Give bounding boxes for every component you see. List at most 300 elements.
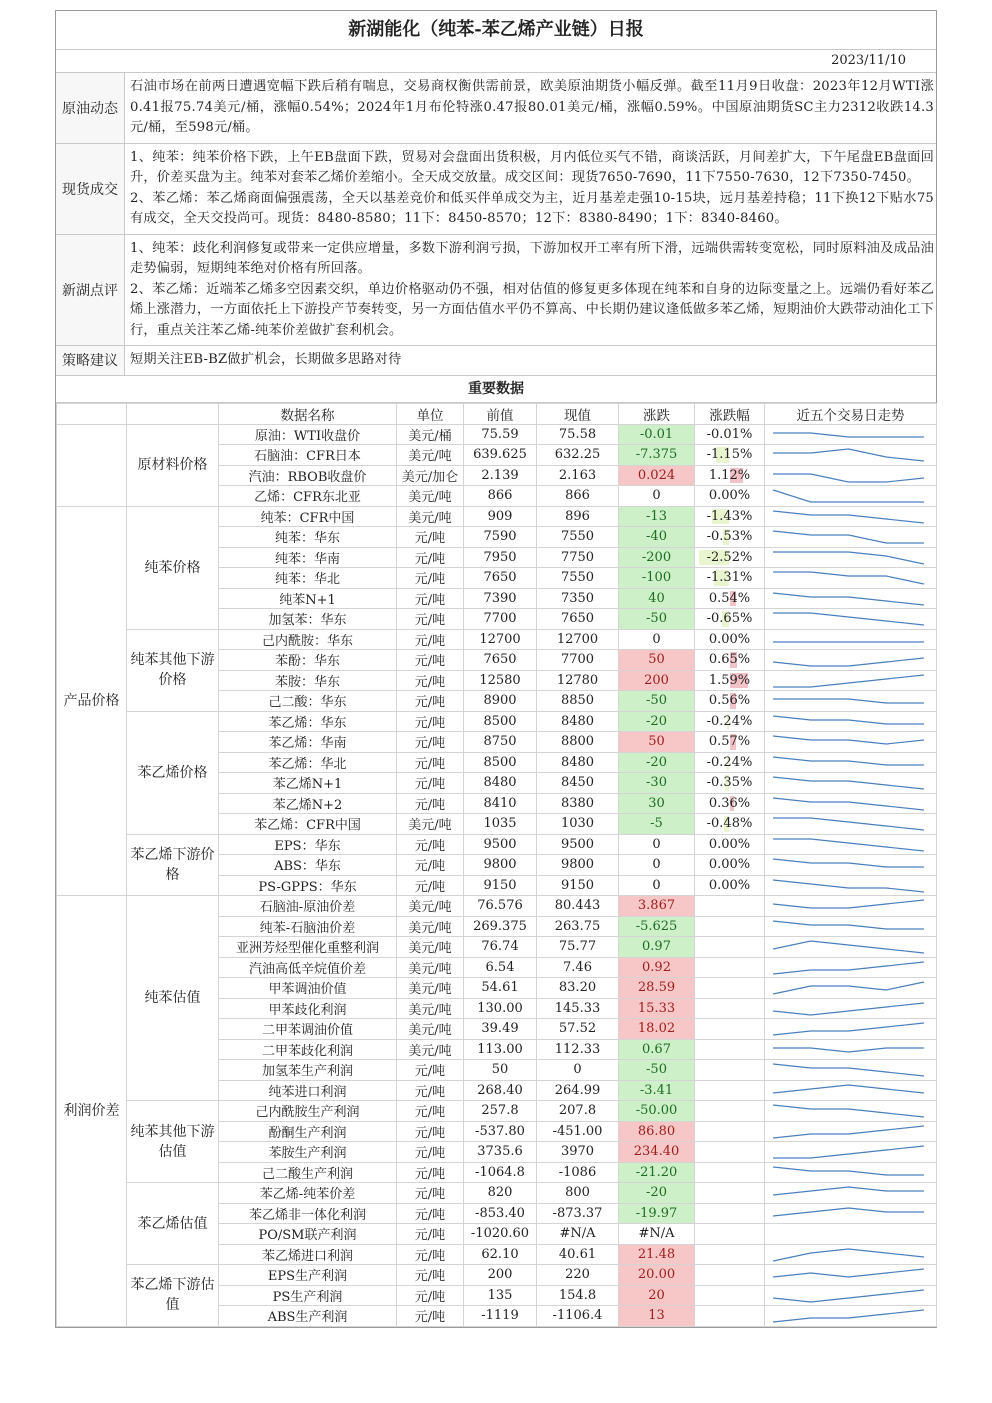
sparkline bbox=[765, 507, 936, 526]
section-row bbox=[56, 235, 936, 347]
cell-curr: 9800 bbox=[537, 855, 619, 876]
cell-trend bbox=[765, 752, 937, 773]
cell-change: -50 bbox=[619, 691, 695, 712]
change-pct-value: -0.65% bbox=[706, 611, 753, 627]
cell-trend bbox=[765, 650, 937, 671]
cell-name: 苯乙烯-纯苯价差 bbox=[219, 1183, 397, 1204]
cell-name: 纯苯N+1 bbox=[219, 588, 397, 609]
cell-change: #N/A bbox=[619, 1224, 695, 1245]
cell-name: 酚酮生产利润 bbox=[219, 1121, 397, 1142]
cell-trend bbox=[765, 896, 937, 917]
cell-change: 30 bbox=[619, 793, 695, 814]
cell-change: 0 bbox=[619, 855, 695, 876]
change-pct-value: 0.56% bbox=[708, 693, 751, 709]
cell-unit: 元/吨 bbox=[397, 527, 464, 548]
cell-unit: 美元/吨 bbox=[397, 1019, 464, 1040]
cell-name: 石脑油：CFR日本 bbox=[219, 445, 397, 466]
cell-name: ABS：华东 bbox=[219, 855, 397, 876]
sparkline-line bbox=[773, 818, 924, 830]
cell-change: -50.00 bbox=[619, 1101, 695, 1122]
cell-unit: 元/吨 bbox=[397, 1060, 464, 1081]
cell-name: 纯苯进口利润 bbox=[219, 1080, 397, 1101]
cell-change-pct bbox=[695, 1019, 765, 1040]
sparkline bbox=[765, 712, 936, 731]
cell-prev: 39.49 bbox=[464, 1019, 537, 1040]
cell-change: 20.00 bbox=[619, 1265, 695, 1286]
cell-trend bbox=[765, 1101, 937, 1122]
subgroup-label: 纯苯其他下游价格 bbox=[127, 629, 219, 711]
cell-name: 纯苯：CFR中国 bbox=[219, 506, 397, 527]
cell-curr: 12700 bbox=[537, 629, 619, 650]
cell-change-pct bbox=[695, 752, 765, 773]
cell-curr: 9500 bbox=[537, 834, 619, 855]
table-row bbox=[57, 506, 937, 527]
report-date: 2023/11/10 bbox=[56, 50, 936, 73]
cell-prev: 75.59 bbox=[464, 424, 537, 445]
section-text bbox=[125, 73, 936, 143]
cell-change: 15.33 bbox=[619, 998, 695, 1019]
cell-prev: 8500 bbox=[464, 752, 537, 773]
cell-prev: 50 bbox=[464, 1060, 537, 1081]
cell-curr: 207.8 bbox=[537, 1101, 619, 1122]
cell-prev: 9500 bbox=[464, 834, 537, 855]
cell-curr: 7650 bbox=[537, 609, 619, 630]
cell-unit: 元/吨 bbox=[397, 547, 464, 568]
cell-curr: 263.75 bbox=[537, 916, 619, 937]
cell-unit: 美元/加仑 bbox=[397, 465, 464, 486]
cell-change-pct bbox=[695, 1265, 765, 1286]
cell-trend bbox=[765, 1285, 937, 1306]
sparkline-line bbox=[773, 531, 924, 543]
report-title: 新湖能化（纯苯-苯乙烯产业链）日报 bbox=[56, 11, 936, 50]
table-row bbox=[57, 1101, 937, 1122]
cell-change: 0 bbox=[619, 834, 695, 855]
sparkline-line bbox=[773, 1085, 924, 1093]
cell-unit: 美元/吨 bbox=[397, 896, 464, 917]
cell-change-pct bbox=[695, 916, 765, 937]
cell-name: 原油：WTI收盘价 bbox=[219, 424, 397, 445]
cell-prev: 8500 bbox=[464, 711, 537, 732]
cell-change: 13 bbox=[619, 1306, 695, 1327]
data-table-body bbox=[57, 403, 937, 1326]
cell-change: 0.024 bbox=[619, 465, 695, 486]
cell-curr: 8850 bbox=[537, 691, 619, 712]
cell-change: -20 bbox=[619, 1183, 695, 1204]
cell-curr: 2.163 bbox=[537, 465, 619, 486]
cell-trend bbox=[765, 547, 937, 568]
cell-trend bbox=[765, 1306, 937, 1327]
subgroup-label: 苯乙烯估值 bbox=[127, 1183, 219, 1265]
cell-change: 0.97 bbox=[619, 937, 695, 958]
cell-prev: 639.625 bbox=[464, 445, 537, 466]
cell-change: 50 bbox=[619, 732, 695, 753]
sparkline bbox=[765, 691, 936, 710]
subgroup-label: 纯苯估值 bbox=[127, 896, 219, 1101]
cell-curr: 9150 bbox=[537, 875, 619, 896]
cell-change: 3.867 bbox=[619, 896, 695, 917]
cell-curr: 632.25 bbox=[537, 445, 619, 466]
cell-name: 苯乙烯N+2 bbox=[219, 793, 397, 814]
cell-name: 汽油：RBOB收盘价 bbox=[219, 465, 397, 486]
cell-trend bbox=[765, 506, 937, 527]
cell-curr: 75.77 bbox=[537, 937, 619, 958]
subgroup-label: 纯苯其他下游估值 bbox=[127, 1101, 219, 1183]
cell-prev: 7390 bbox=[464, 588, 537, 609]
cell-trend bbox=[765, 527, 937, 548]
cell-trend bbox=[765, 855, 937, 876]
cell-trend bbox=[765, 445, 937, 466]
sparkline bbox=[765, 445, 936, 464]
change-pct-value: 0.65% bbox=[708, 652, 751, 668]
sparkline-line bbox=[773, 880, 924, 892]
change-pct-value: -0.24% bbox=[706, 713, 753, 729]
cell-unit: 元/吨 bbox=[397, 1121, 464, 1142]
cell-change-pct bbox=[695, 1142, 765, 1163]
table-header-row bbox=[57, 403, 937, 424]
cell-unit: 元/吨 bbox=[397, 855, 464, 876]
change-pct-value: 0.00% bbox=[708, 631, 751, 647]
cell-unit: 美元/吨 bbox=[397, 1039, 464, 1060]
cell-trend bbox=[765, 424, 937, 445]
cell-curr: 75.58 bbox=[537, 424, 619, 445]
cell-change-pct bbox=[695, 1101, 765, 1122]
cell-change-pct bbox=[695, 937, 765, 958]
cell-name: 苯乙烯进口利润 bbox=[219, 1244, 397, 1265]
cell-change: -30 bbox=[619, 773, 695, 794]
cell-change: 86.80 bbox=[619, 1121, 695, 1142]
cell-trend bbox=[765, 978, 937, 999]
header-name: 数据名称 bbox=[219, 403, 397, 424]
cell-curr: 3970 bbox=[537, 1142, 619, 1163]
sparkline bbox=[765, 937, 936, 956]
sparkline bbox=[765, 1183, 936, 1202]
sparkline bbox=[765, 1142, 936, 1161]
cell-curr: 1030 bbox=[537, 814, 619, 835]
cell-change: 200 bbox=[619, 670, 695, 691]
table-row bbox=[57, 834, 937, 855]
sparkline-line bbox=[773, 1310, 924, 1322]
cell-change: 0 bbox=[619, 875, 695, 896]
cell-curr: 896 bbox=[537, 506, 619, 527]
sparkline-line bbox=[773, 1146, 924, 1158]
cell-prev: 269.375 bbox=[464, 916, 537, 937]
cell-unit: 美元/吨 bbox=[397, 978, 464, 999]
cell-change-pct bbox=[695, 1183, 765, 1204]
cell-curr: 8380 bbox=[537, 793, 619, 814]
sparkline bbox=[765, 794, 936, 813]
sparkline-line bbox=[773, 433, 924, 437]
cell-change: -100 bbox=[619, 568, 695, 589]
sparkline bbox=[765, 896, 936, 915]
change-pct-value: -1.31% bbox=[706, 570, 753, 586]
change-pct-value: 0.54% bbox=[708, 590, 751, 606]
category-label bbox=[57, 424, 127, 506]
cell-trend bbox=[765, 793, 937, 814]
sparkline-line bbox=[773, 716, 924, 724]
cell-change-pct bbox=[695, 1244, 765, 1265]
cell-name: 苯胺：华东 bbox=[219, 670, 397, 691]
cell-curr: 800 bbox=[537, 1183, 619, 1204]
sparkline bbox=[765, 855, 936, 874]
cell-change-pct bbox=[695, 998, 765, 1019]
cell-unit: 元/吨 bbox=[397, 609, 464, 630]
header-change: 涨跌 bbox=[619, 403, 695, 424]
cell-trend bbox=[765, 691, 937, 712]
cell-unit: 元/吨 bbox=[397, 732, 464, 753]
cell-change-pct bbox=[695, 978, 765, 999]
cell-unit: 元/吨 bbox=[397, 1244, 464, 1265]
sparkline bbox=[765, 876, 936, 895]
cell-prev: 7650 bbox=[464, 650, 537, 671]
cell-trend bbox=[765, 1019, 937, 1040]
cell-trend bbox=[765, 588, 937, 609]
cell-prev: 8900 bbox=[464, 691, 537, 712]
sparkline bbox=[765, 999, 936, 1018]
sparkline-line bbox=[773, 839, 924, 851]
section-paragraph: 1、纯苯：歧化利润修复或带来一定供应增量，多数下游利润亏损，下游加权开工率有所下滑，远端供需转变宽松，同时原料油及成品油走势偏弱，短期纯苯绝对价格有所回落。 bbox=[130, 240, 934, 276]
cell-prev: 200 bbox=[464, 1265, 537, 1286]
sparkline-line bbox=[773, 941, 924, 953]
sparkline bbox=[765, 589, 936, 608]
cell-unit: 元/吨 bbox=[397, 1183, 464, 1204]
cell-change: 234.40 bbox=[619, 1142, 695, 1163]
cell-change: -50 bbox=[619, 609, 695, 630]
sparkline bbox=[765, 1060, 936, 1079]
table-row bbox=[57, 711, 937, 732]
cell-curr: -1106.4 bbox=[537, 1306, 619, 1327]
subgroup-label: 原材料价格 bbox=[127, 424, 219, 506]
cell-change-pct bbox=[695, 1224, 765, 1245]
sparkline-line bbox=[773, 1023, 924, 1035]
cell-unit: 美元/吨 bbox=[397, 445, 464, 466]
change-pct-value: -1.15% bbox=[706, 447, 753, 463]
change-pct-value: 0.00% bbox=[708, 836, 751, 852]
cell-unit: 美元/吨 bbox=[397, 937, 464, 958]
cell-name: 甲苯调油价值 bbox=[219, 978, 397, 999]
cell-change-pct bbox=[695, 834, 765, 855]
cell-prev: 12700 bbox=[464, 629, 537, 650]
cell-unit: 美元/吨 bbox=[397, 916, 464, 937]
sparkline-line bbox=[773, 757, 924, 765]
cell-trend bbox=[765, 629, 937, 650]
header-unit: 单位 bbox=[397, 403, 464, 424]
sparkline bbox=[765, 835, 936, 854]
cell-curr: 7550 bbox=[537, 568, 619, 589]
cell-curr: 80.443 bbox=[537, 896, 619, 917]
cell-change: 0 bbox=[619, 629, 695, 650]
section-paragraph: 1、纯苯：纯苯价格下跌，上午EB盘面下跌，贸易对会盘面出货积极，月内低位买气不错，商谈活跃，月间差扩大，下午尾盘EB盘面回升，价差买盘为主。纯苯对套苯乙烯价差缩小。全天成交放量。成交区间：现货7650-7690，11下7550-7630，12下7350-7450。 bbox=[130, 149, 934, 185]
section-paragraph: 2、苯乙烯：苯乙烯商面偏强震荡，全天以基差竞价和低买伴单成交为主，近月基差走强10-15块，远月基差持稳；11下换12下贴水75有成交，全天交投尚可。现货：8480-8580；11下：8450-8570；12下：8380-8490；1下：8340-8460。 bbox=[130, 190, 934, 226]
cell-name: 苯胺生产利润 bbox=[219, 1142, 397, 1163]
sparkline-line bbox=[773, 449, 924, 461]
sparkline-line bbox=[773, 1249, 924, 1261]
sparkline-line bbox=[773, 859, 924, 867]
cell-curr: 12780 bbox=[537, 670, 619, 691]
cell-unit: 元/吨 bbox=[397, 650, 464, 671]
change-pct-value: -0.48% bbox=[706, 816, 753, 832]
sparkline bbox=[765, 773, 936, 792]
cell-unit: 元/吨 bbox=[397, 1203, 464, 1224]
sparkline-line bbox=[773, 1290, 924, 1302]
sparkline-line bbox=[773, 798, 924, 810]
cell-prev: 113.00 bbox=[464, 1039, 537, 1060]
sparkline-line bbox=[773, 1126, 924, 1138]
cell-change: 50 bbox=[619, 650, 695, 671]
cell-prev: 7700 bbox=[464, 609, 537, 630]
cell-change: -20 bbox=[619, 711, 695, 732]
sparkline bbox=[765, 1122, 936, 1141]
cell-name: 纯苯：华南 bbox=[219, 547, 397, 568]
cell-trend bbox=[765, 998, 937, 1019]
cell-curr: 112.33 bbox=[537, 1039, 619, 1060]
section-label: 新湖点评 bbox=[56, 235, 125, 346]
cell-prev: 2.139 bbox=[464, 465, 537, 486]
cell-trend bbox=[765, 568, 937, 589]
cell-trend bbox=[765, 916, 937, 937]
sparkline bbox=[765, 425, 936, 444]
cell-change: 18.02 bbox=[619, 1019, 695, 1040]
cell-unit: 元/吨 bbox=[397, 793, 464, 814]
section-paragraph: 短期关注EB-BZ做扩机会，长期做多思路对待 bbox=[130, 352, 402, 367]
subgroup-label: 苯乙烯下游价格 bbox=[127, 834, 219, 896]
cell-unit: 元/吨 bbox=[397, 670, 464, 691]
sparkline bbox=[765, 1265, 936, 1284]
cell-change: 21.48 bbox=[619, 1244, 695, 1265]
cell-prev: 130.00 bbox=[464, 998, 537, 1019]
change-pct-value: 1.59% bbox=[708, 672, 751, 688]
sparkline-line bbox=[773, 1208, 924, 1216]
cell-prev: 909 bbox=[464, 506, 537, 527]
cell-change-pct bbox=[695, 957, 765, 978]
cell-name: 纯苯：华北 bbox=[219, 568, 397, 589]
cell-change-pct bbox=[695, 465, 765, 486]
cell-name: 二甲苯调油价值 bbox=[219, 1019, 397, 1040]
cell-curr: 83.20 bbox=[537, 978, 619, 999]
cell-name: PS生产利润 bbox=[219, 1285, 397, 1306]
cell-name: 二甲苯歧化利润 bbox=[219, 1039, 397, 1060]
cell-name: 苯乙烯：CFR中国 bbox=[219, 814, 397, 835]
cell-change-pct bbox=[695, 486, 765, 507]
cell-change: 28.59 bbox=[619, 978, 695, 999]
table-row bbox=[57, 424, 937, 445]
table-row bbox=[57, 896, 937, 917]
sparkline bbox=[765, 1081, 936, 1100]
sparkline-line bbox=[773, 474, 924, 482]
cell-change-pct bbox=[695, 568, 765, 589]
cell-change-pct bbox=[695, 1203, 765, 1224]
section-text bbox=[125, 144, 936, 234]
sparkline bbox=[765, 527, 936, 546]
cell-curr: 145.33 bbox=[537, 998, 619, 1019]
sparkline bbox=[765, 753, 936, 772]
cell-prev: 9800 bbox=[464, 855, 537, 876]
cell-unit: 元/吨 bbox=[397, 629, 464, 650]
cell-unit: 元/吨 bbox=[397, 588, 464, 609]
change-pct-value: -1.43% bbox=[706, 508, 753, 524]
sparkline-line bbox=[773, 552, 924, 564]
cell-change-pct bbox=[695, 711, 765, 732]
section-label: 策略建议 bbox=[56, 346, 125, 375]
sparkline bbox=[765, 568, 936, 587]
sparkline-line bbox=[773, 675, 924, 687]
cell-name: PO/SM联产利润 bbox=[219, 1224, 397, 1245]
cell-unit: 元/吨 bbox=[397, 752, 464, 773]
cell-change-pct bbox=[695, 609, 765, 630]
header-blank-category bbox=[57, 403, 127, 424]
change-pct-value: -0.35% bbox=[706, 775, 753, 791]
cell-curr: 866 bbox=[537, 486, 619, 507]
cell-name: 纯苯：华东 bbox=[219, 527, 397, 548]
cell-unit: 元/吨 bbox=[397, 1306, 464, 1327]
sparkline bbox=[765, 486, 936, 505]
cell-name: 苯乙烯：华东 bbox=[219, 711, 397, 732]
cell-change-pct bbox=[695, 1306, 765, 1327]
cell-curr: 7550 bbox=[537, 527, 619, 548]
cell-change-pct bbox=[695, 732, 765, 753]
cell-unit: 美元/桶 bbox=[397, 424, 464, 445]
cell-unit: 元/吨 bbox=[397, 1224, 464, 1245]
cell-change-pct bbox=[695, 1162, 765, 1183]
cell-change-pct bbox=[695, 1060, 765, 1081]
change-pct-value: 1.12% bbox=[708, 467, 751, 483]
sparkline bbox=[765, 650, 936, 669]
sparkline-line bbox=[773, 1269, 924, 1277]
sparkline bbox=[765, 814, 936, 833]
cell-unit: 美元/吨 bbox=[397, 998, 464, 1019]
cell-change-pct bbox=[695, 1080, 765, 1101]
cell-trend bbox=[765, 834, 937, 855]
subgroup-label: 纯苯价格 bbox=[127, 506, 219, 629]
cell-change-pct bbox=[695, 588, 765, 609]
sparkline-line bbox=[773, 962, 924, 974]
cell-change-pct bbox=[695, 506, 765, 527]
cell-prev: 62.10 bbox=[464, 1244, 537, 1265]
cell-curr: -451.00 bbox=[537, 1121, 619, 1142]
important-data-heading: 重要数据 bbox=[56, 376, 936, 403]
cell-prev: 135 bbox=[464, 1285, 537, 1306]
cell-change-pct bbox=[695, 1039, 765, 1060]
cell-prev: 7650 bbox=[464, 568, 537, 589]
change-pct-value: 0.36% bbox=[708, 795, 751, 811]
cell-trend bbox=[765, 1080, 937, 1101]
cell-trend bbox=[765, 957, 937, 978]
cell-trend bbox=[765, 937, 937, 958]
section-row bbox=[56, 144, 936, 235]
sparkline-line bbox=[773, 1064, 924, 1076]
cell-curr: 7.46 bbox=[537, 957, 619, 978]
section-text bbox=[125, 235, 936, 346]
category-label: 利润价差 bbox=[57, 896, 127, 1327]
cell-name: 加氢苯：华东 bbox=[219, 609, 397, 630]
sparkline-line bbox=[773, 1003, 924, 1015]
cell-prev: 268.40 bbox=[464, 1080, 537, 1101]
cell-unit: 美元/吨 bbox=[397, 506, 464, 527]
cell-curr: 7350 bbox=[537, 588, 619, 609]
report-sheet bbox=[55, 10, 937, 1328]
section-label: 现货成交 bbox=[56, 144, 125, 234]
cell-name: EPS：华东 bbox=[219, 834, 397, 855]
cell-trend bbox=[765, 773, 937, 794]
cell-name: 己二酸：华东 bbox=[219, 691, 397, 712]
cell-change: -21.20 bbox=[619, 1162, 695, 1183]
header-change-pct: 涨跌幅 bbox=[695, 403, 765, 424]
cell-curr: 220 bbox=[537, 1265, 619, 1286]
cell-name: 苯酚：华东 bbox=[219, 650, 397, 671]
cell-name: 甲苯歧化利润 bbox=[219, 998, 397, 1019]
cell-change: 40 bbox=[619, 588, 695, 609]
sparkline-line bbox=[773, 593, 924, 605]
table-row bbox=[57, 1265, 937, 1286]
